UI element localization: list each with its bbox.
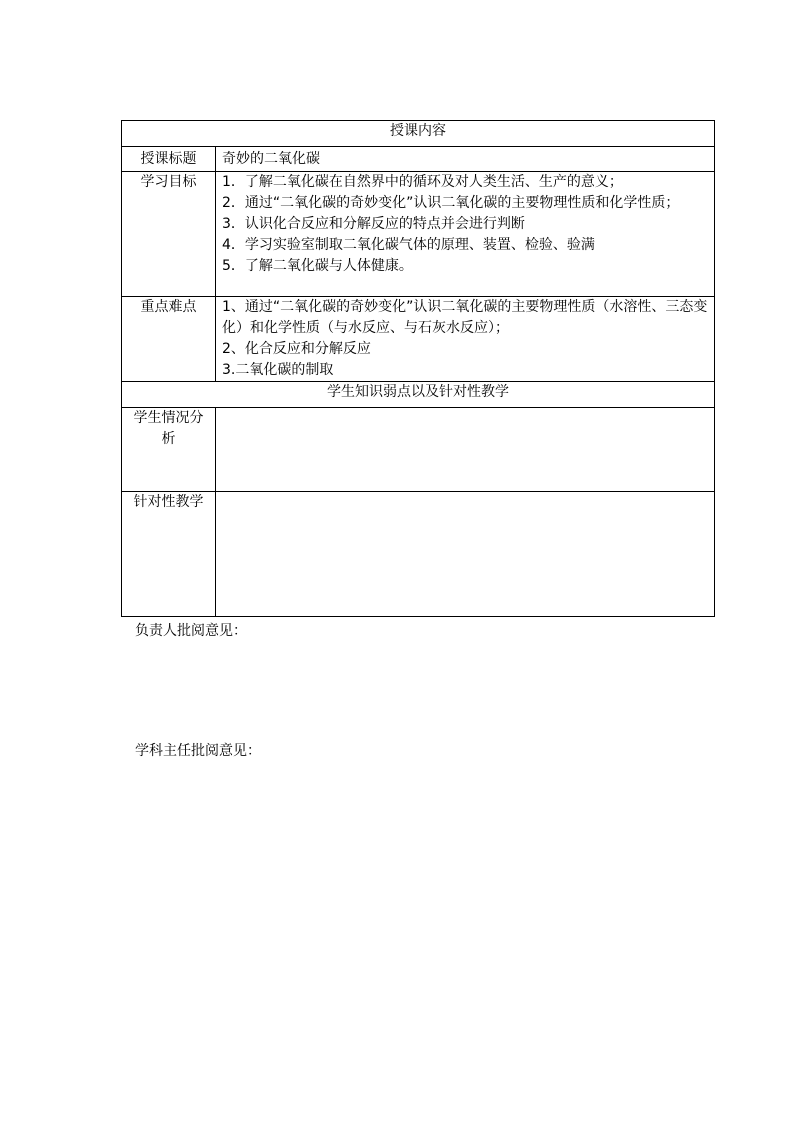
keypoints-row [122, 297, 715, 382]
lesson-plan-table [121, 120, 715, 617]
keypoint-item: 2、化合反应和分解反应 [222, 341, 371, 357]
table-header: 授课内容 [122, 121, 715, 147]
objective-item: 3．认识化合反应和分解反应的特点并会进行判断 [222, 216, 525, 232]
analysis-label: 学生情况分析 [122, 408, 216, 492]
objective-item: 2．通过“二氧化碳的奇妙变化”认识二氧化碳的主要物理性质和化学性质； [222, 195, 680, 211]
title-label: 授课标题 [122, 147, 216, 172]
objective-item: 5．了解二氧化碳与人体健康。 [222, 258, 413, 274]
objectives-content [216, 172, 715, 297]
title-row [122, 147, 715, 172]
objectives-label: 学习目标 [122, 172, 216, 297]
director-review-label: 学科主任批阅意见： [135, 743, 261, 759]
keypoints-content [216, 297, 715, 382]
targeted-row [122, 492, 715, 617]
keypoints-label: 重点难点 [122, 297, 216, 382]
analysis-row [122, 408, 715, 492]
title-value: 奇妙的二氧化碳 [216, 147, 715, 172]
section2-header: 学生知识弱点以及针对性教学 [122, 382, 715, 408]
section2-header-row [122, 382, 715, 408]
keypoint-item: 3.二氧化碳的制取 [222, 362, 334, 378]
leader-review-label: 负责人批阅意见： [135, 623, 247, 639]
targeted-label: 针对性教学 [122, 492, 216, 617]
keypoint-item: 1、通过“二氧化碳的奇妙变化”认识二氧化碳的主要物理性质（水溶性、三态变化）和化学性质（与水反应、与石灰水反应）； [222, 299, 708, 336]
objective-item: 4．学习实验室制取二氧化碳气体的原理、装置、检验、验满 [222, 237, 595, 253]
objectives-row [122, 172, 715, 297]
header-row [122, 121, 715, 147]
analysis-value [216, 408, 715, 492]
objective-item: 1．了解二氧化碳在自然界中的循环及对人类生活、生产的意义； [222, 174, 623, 190]
targeted-value [216, 492, 715, 617]
